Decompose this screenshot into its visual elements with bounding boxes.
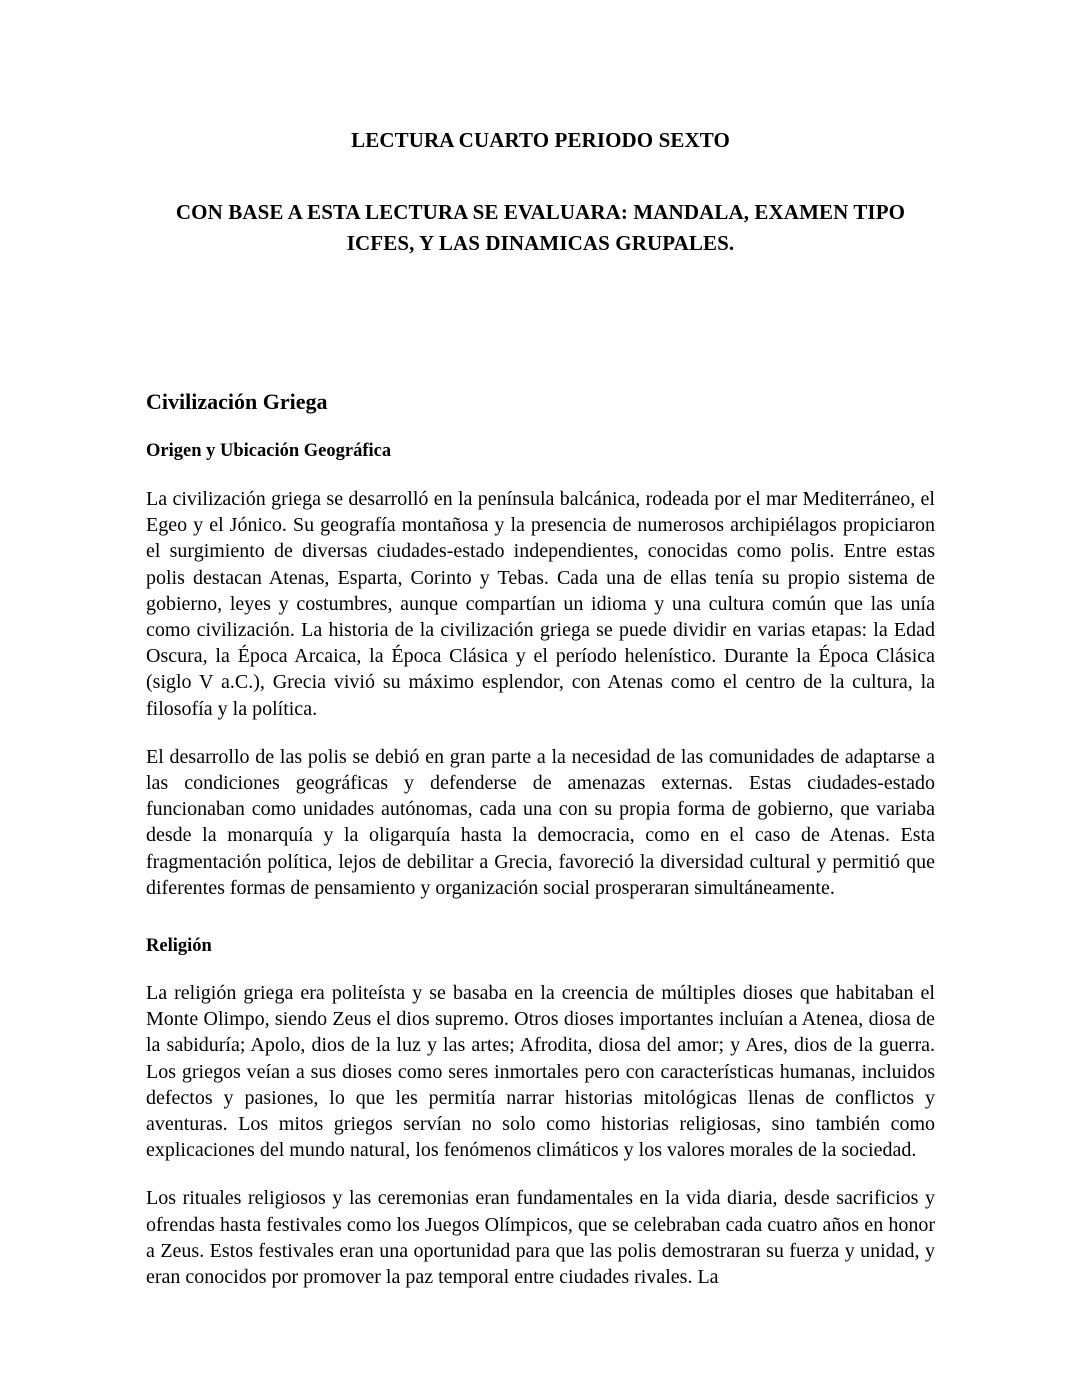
paragraph-origen-1: La civilización griega se desarrolló en la península balcánica, rodeada por el mar Mediterráneo, el Egeo y el Jónico. Su geografía montañosa y la presencia de numerosos archipiélagos propiciaron el surgimiento de diversas ciudades-estado independientes, conocidas como polis. Entre estas polis destacan Atenas, Esparta, Corinto y Tebas. Cada una de ellas tenía su propio sistema de gobierno, leyes y costumbres, aunque compartían un idioma y una cultura común que las unía como civilización. La historia de la civilización griega se puede dividir en varias etapas: la Edad Oscura, la Época Arcaica, la Época Clásica y el período helenístico. Durante la Época Clásica (siglo V a.C.), Grecia vivió su máximo esplendor, con Atenas como el centro de la cultura, la filosofía y la política. xyxy=(146,488,935,720)
document-content xyxy=(146,0,935,1290)
paragraph-origen-2: El desarrollo de las polis se debió en gran parte a la necesidad de las comunidades de adaptarse a las condiciones geográficas y defenderse de amenazas externas. Estas ciudades-estado funcionaban como unidades autónomas, cada una con su propia forma de gobierno, que variaba desde la monarquía y la oligarquía hasta la democracia, como en el caso de Atenas. Esta fragmentación política, lejos de debilitar a Grecia, favoreció la diversidad cultural y permitió que diferentes formas de pensamiento y organización social prosperaran simultáneamente. xyxy=(146,745,935,899)
document-subtitle: CON BASE A ESTA LECTURA SE EVALUARA: MANDALA, EXAMEN TIPO ICFES, Y LAS DINAMICAS GRUPALES. xyxy=(175,200,906,255)
document-title: LECTURA CUARTO PERIODO SEXTO xyxy=(351,128,730,152)
heading-origen-y-ubicacion-geografica: Origen y Ubicación Geográfica xyxy=(146,441,392,461)
paragraph-religion-1: La religión griega era politeísta y se basaba en la creencia de múltiples dioses que habitaban el Monte Olimpo, siendo Zeus el dios supremo. Otros dioses importantes incluían a Atenea, diosa de la sabiduría; Apolo, dios de la luz y las artes; Afrodita, diosa del amor; y Ares, dios de la guerra. Los griegos veían a sus dioses como seres inmortales pero con características humanas, incluidos defectos y pasiones, lo que les permitía narrar historias mitológicas llenas de conflictos y aventuras. Los mitos griegos servían no solo como historias religiosas, sino también como explicaciones del mundo natural, los fenómenos climáticos y los valores morales de la sociedad. xyxy=(146,982,935,1162)
section-title-civilizacion-griega: Civilización Griega xyxy=(146,389,328,414)
heading-religion: Religión xyxy=(146,936,212,957)
paragraph-religion-2: Los rituales religiosos y las ceremonias eran fundamentales en la vida diaria, desde sacrificios y ofrendas hasta festivales como los Juegos Olímpicos, que se celebraban cada cuatro años en honor a Zeus. Estos festivales eran una oportunidad para que las polis demostraran su fuerza y unidad, y eran conocidos por promover la paz temporal entre ciudades rivales. La xyxy=(146,1187,935,1289)
